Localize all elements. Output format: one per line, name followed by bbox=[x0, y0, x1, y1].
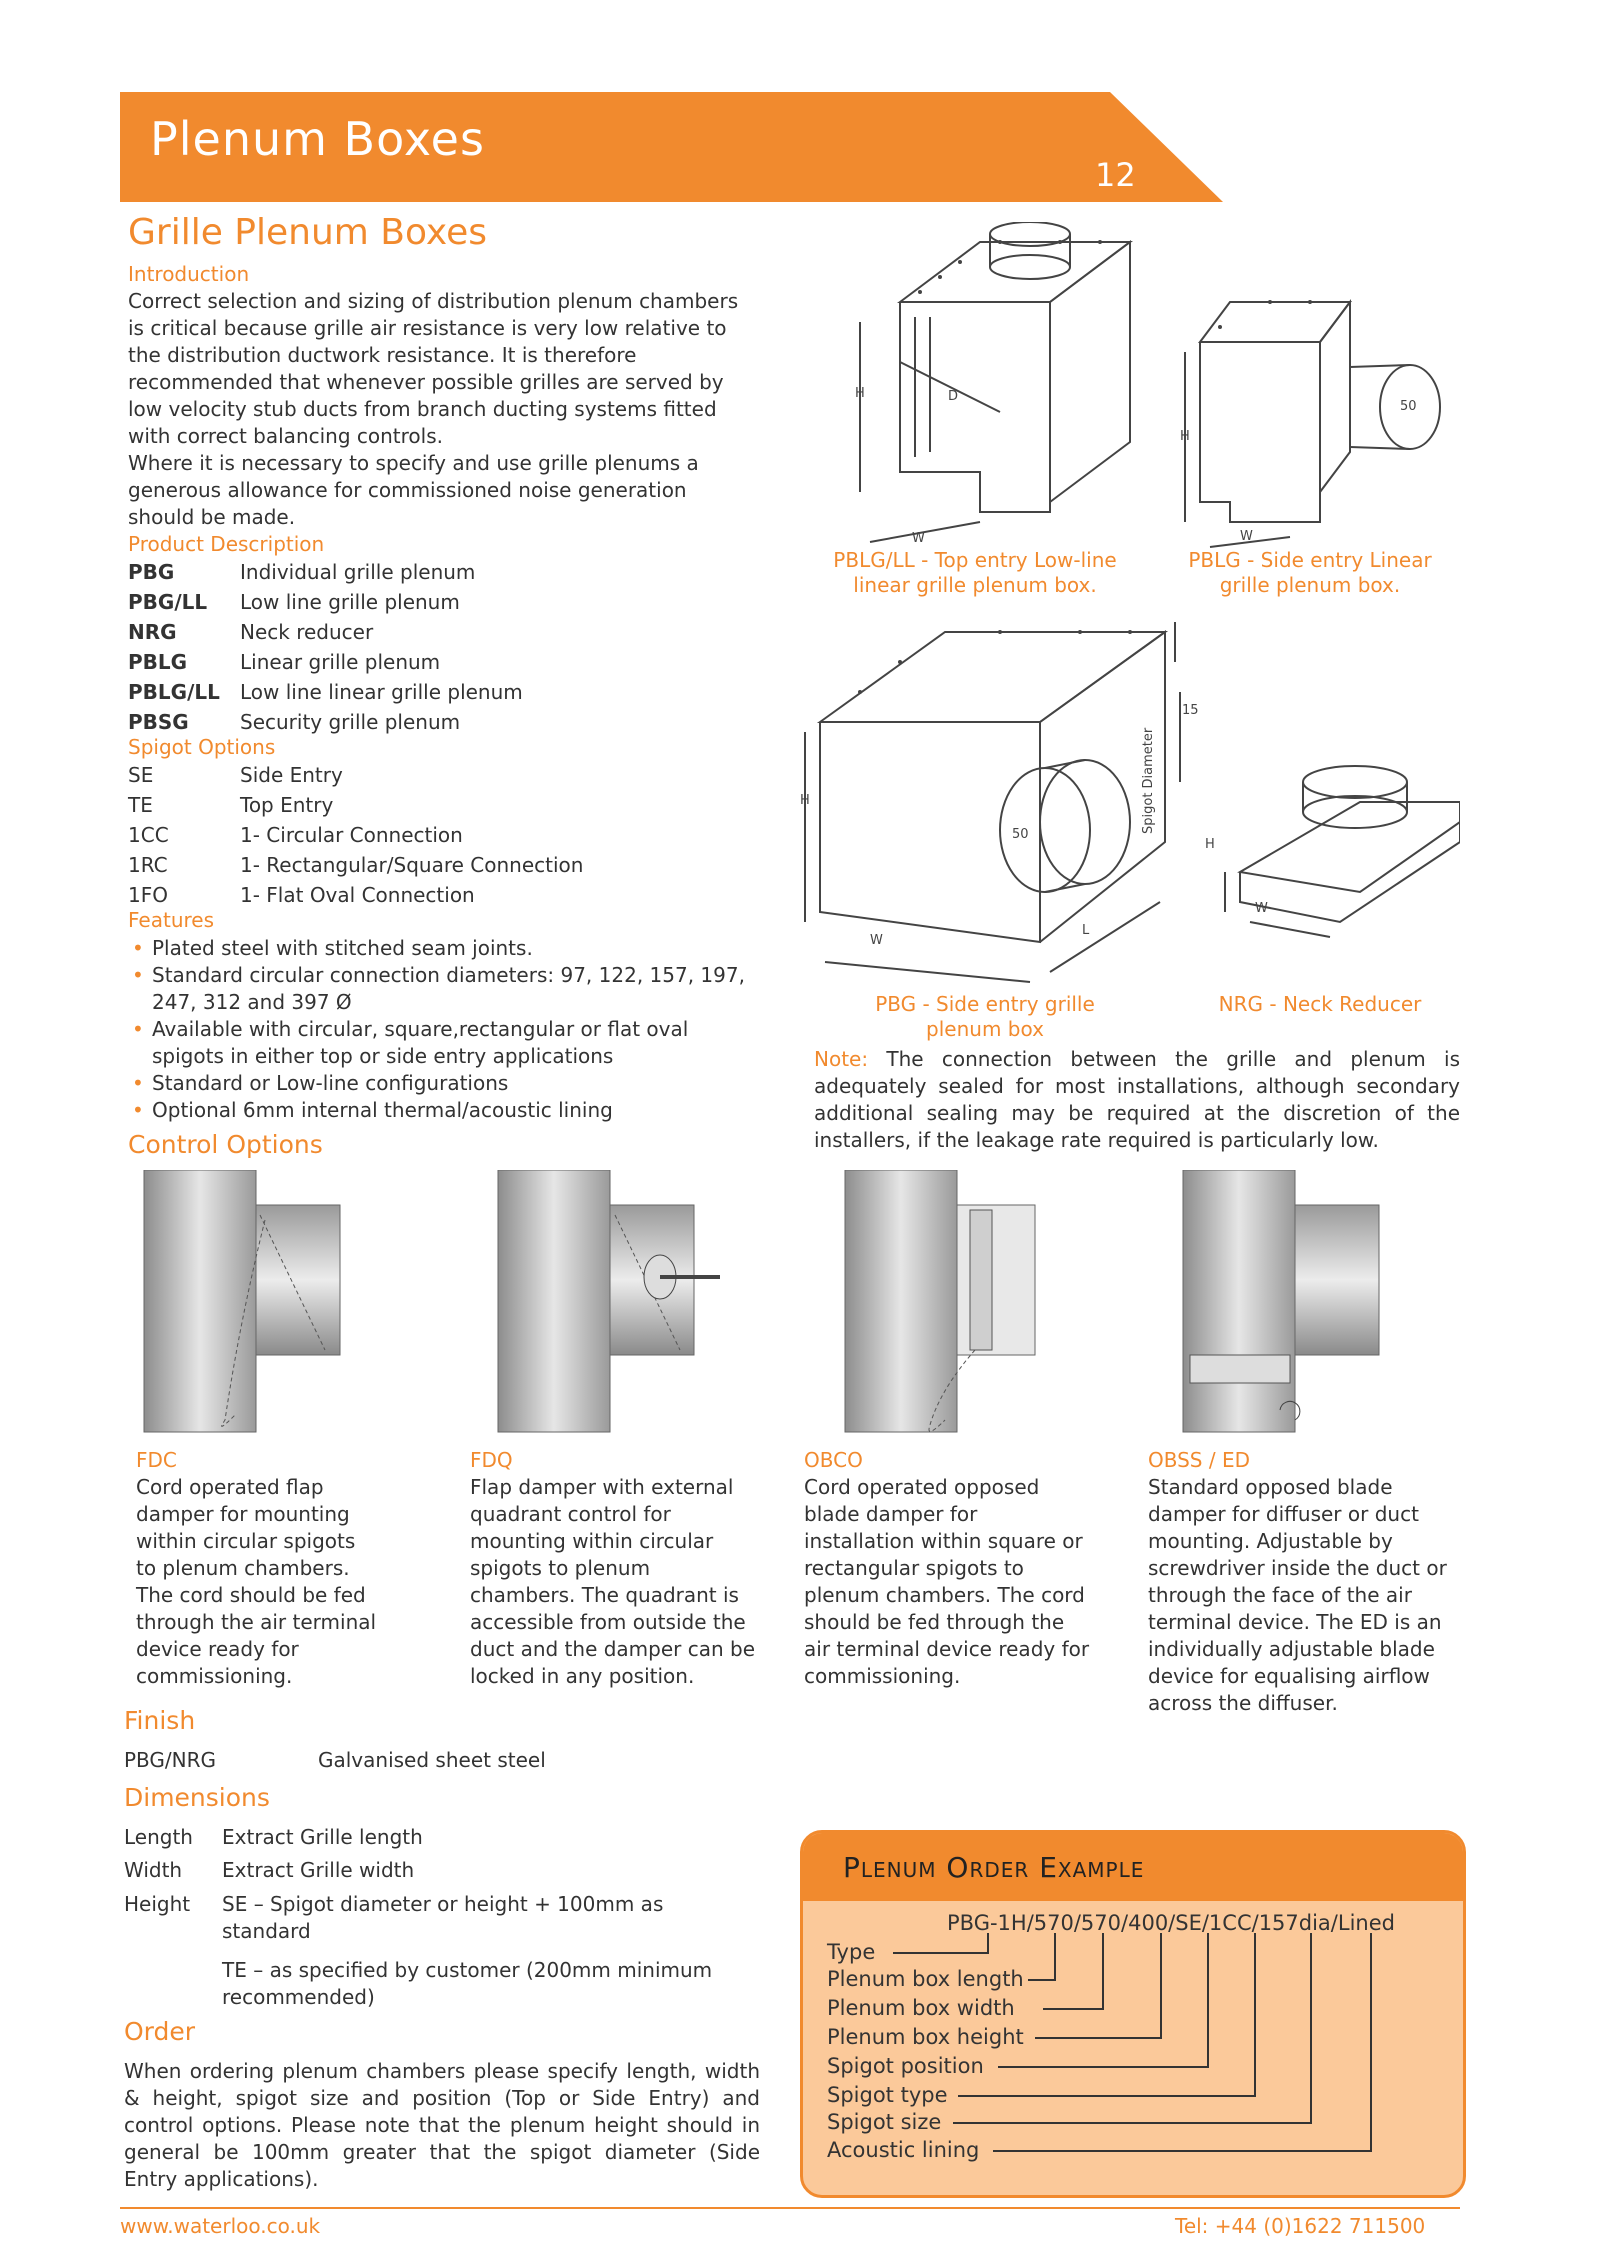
control-desc-fdc: Cord operated flap damper for mounting within circular spigots to plenum chambers. The cord should be fed through the air terminal device ready for commissioning. bbox=[136, 1475, 377, 1688]
caption-pblg: PBLG - Side entry Linear grille plenum box. bbox=[1188, 548, 1432, 597]
pblg-ll-drawing bbox=[860, 222, 1130, 542]
finish-heading: Finish bbox=[124, 1706, 196, 1735]
control-desc-obss-ed: Standard opposed blade damper for diffuser or duct mounting. Adjustable by screwdriver inside the duct or through the face of the air terminal device. The ED is an individually adjustable blade device for equalising airflow across the diffuser. bbox=[1148, 1475, 1447, 1715]
footer-phone: Tel: +44 (0)1622 711500 bbox=[1175, 2214, 1426, 2238]
caption-nrg: NRG - Neck Reducer bbox=[1218, 992, 1422, 1016]
note-text: Note: The connection between the grille and plenum is adequately sealed for most installations, although secondary additional sealing may be required at the discretion of the installers, if the leakage rate required is particularly low. bbox=[814, 1047, 1460, 1152]
dim-h: H bbox=[1205, 837, 1215, 852]
order-label-spigot-size: Spigot size bbox=[827, 2110, 942, 2134]
introduction-paragraph: Where it is necessary to specify and use grille plenums a generous allowance for commissioned noise generation should be made. bbox=[128, 451, 699, 529]
obco-image bbox=[845, 1170, 1035, 1432]
introduction-paragraph: Correct selection and sizing of distribution plenum chambers is critical because grille air resistance is very low relative to the distribution ductwork resistance. It is therefore recommended that whenever possible grilles are served by low velocity stub ducts from branch ducting systems fitted with correct balancing controls. bbox=[128, 289, 739, 448]
dim-d: D bbox=[948, 389, 959, 404]
dim-h: H bbox=[1180, 429, 1190, 444]
fdq-image bbox=[498, 1170, 720, 1432]
footer-divider bbox=[120, 2207, 1460, 2209]
dim-h: H bbox=[800, 793, 810, 808]
control-options-heading: Control Options bbox=[128, 1130, 323, 1159]
dim-w: W bbox=[1240, 529, 1253, 544]
order-example-panel bbox=[800, 1830, 1466, 2198]
dim-w: W bbox=[912, 531, 925, 546]
control-desc-fdq: Flap damper with external quadrant control for mounting within circular spigots to plenum chambers. The quadrant is accessible from outside the duct and the damper can be locked in any position. bbox=[470, 1475, 756, 1688]
order-label-height: Plenum box height bbox=[827, 2025, 1024, 2049]
feature-item: • Available with circular, square,rectangular or flat oval spigots in either top or side entry applications bbox=[128, 1016, 748, 1070]
order-label-width: Plenum box width bbox=[827, 1996, 1015, 2020]
caption-pbg: PBG - Side entry grille plenum box bbox=[875, 992, 1095, 1041]
order-text: When ordering plenum chambers please specify length, width & height, spigot size and position (Top or Side Entry) and control options. Please note that the plenum height should in general be 100mm greater that the spigot diameter (Side Entry applications). bbox=[124, 2059, 760, 2191]
features-list bbox=[128, 935, 748, 1124]
feature-item: • Optional 6mm internal thermal/acoustic lining bbox=[128, 1097, 748, 1124]
control-title-obss-ed: OBSS / ED bbox=[1148, 1448, 1250, 1472]
order-heading: Order bbox=[124, 2017, 196, 2046]
control-title-fdc: FDC bbox=[136, 1448, 177, 1472]
order-label-spigot-position: Spigot position bbox=[827, 2054, 984, 2078]
pbg-drawing bbox=[805, 622, 1180, 982]
dim-l: L bbox=[1082, 923, 1090, 938]
dim-w: W bbox=[870, 933, 883, 948]
dim-15: 15 bbox=[1182, 703, 1199, 718]
order-example-title: Plenum Order Example bbox=[843, 1851, 1145, 1884]
obss-ed-image bbox=[1183, 1170, 1379, 1432]
order-example-code: PBG-1H/570/570/400/SE/1CC/157dia/Lined bbox=[947, 1911, 1395, 1935]
dim-spigot-diameter: Spigot Diameter bbox=[1141, 727, 1156, 834]
control-title-obco: OBCO bbox=[804, 1448, 863, 1472]
footer-website[interactable]: www.waterloo.co.uk bbox=[120, 2214, 321, 2238]
dim-50: 50 bbox=[1400, 399, 1417, 414]
feature-item: • Plated steel with stitched seam joints. bbox=[128, 935, 748, 962]
order-label-spigot-type: Spigot type bbox=[827, 2083, 948, 2107]
page-number: 12 bbox=[1095, 156, 1136, 194]
dim-50: 50 bbox=[1012, 827, 1029, 842]
section-subtitle: Grille Plenum Boxes bbox=[128, 212, 488, 253]
pblg-drawing bbox=[1185, 302, 1440, 547]
plenum-diagrams bbox=[800, 222, 1460, 1012]
feature-item: • Standard circular connection diameters: 97, 122, 157, 197, 247, 312 and 397 Ø bbox=[128, 962, 748, 1016]
control-option-images bbox=[140, 1170, 1390, 1435]
control-title-fdq: FDQ bbox=[470, 1448, 513, 1472]
introduction-heading: Introduction bbox=[128, 262, 250, 286]
control-desc-obco: Cord operated opposed blade damper for installation within square or rectangular spigots to plenum chambers. The cord should be fed through the air terminal device ready for commissioning. bbox=[804, 1475, 1090, 1688]
introduction-text bbox=[128, 288, 758, 531]
note-label: Note: bbox=[814, 1047, 869, 1071]
spigot-options-heading: Spigot Options bbox=[128, 735, 276, 759]
dim-h: H bbox=[855, 386, 865, 401]
page-title: Plenum Boxes bbox=[150, 112, 485, 166]
product-description-heading: Product Description bbox=[128, 532, 325, 556]
order-label-type: Type bbox=[827, 1940, 876, 1964]
dim-w: W bbox=[1255, 901, 1268, 916]
feature-item: • Standard or Low-line configurations bbox=[128, 1070, 748, 1097]
dimensions-heading: Dimensions bbox=[124, 1783, 270, 1812]
order-label-acoustic-lining: Acoustic lining bbox=[827, 2138, 980, 2162]
order-label-length: Plenum box length bbox=[827, 1967, 1024, 1991]
fdc-image bbox=[144, 1170, 340, 1432]
features-heading: Features bbox=[128, 908, 214, 932]
caption-pblg-ll: PBLG/LL - Top entry Low-line linear grille plenum box. bbox=[833, 548, 1117, 597]
